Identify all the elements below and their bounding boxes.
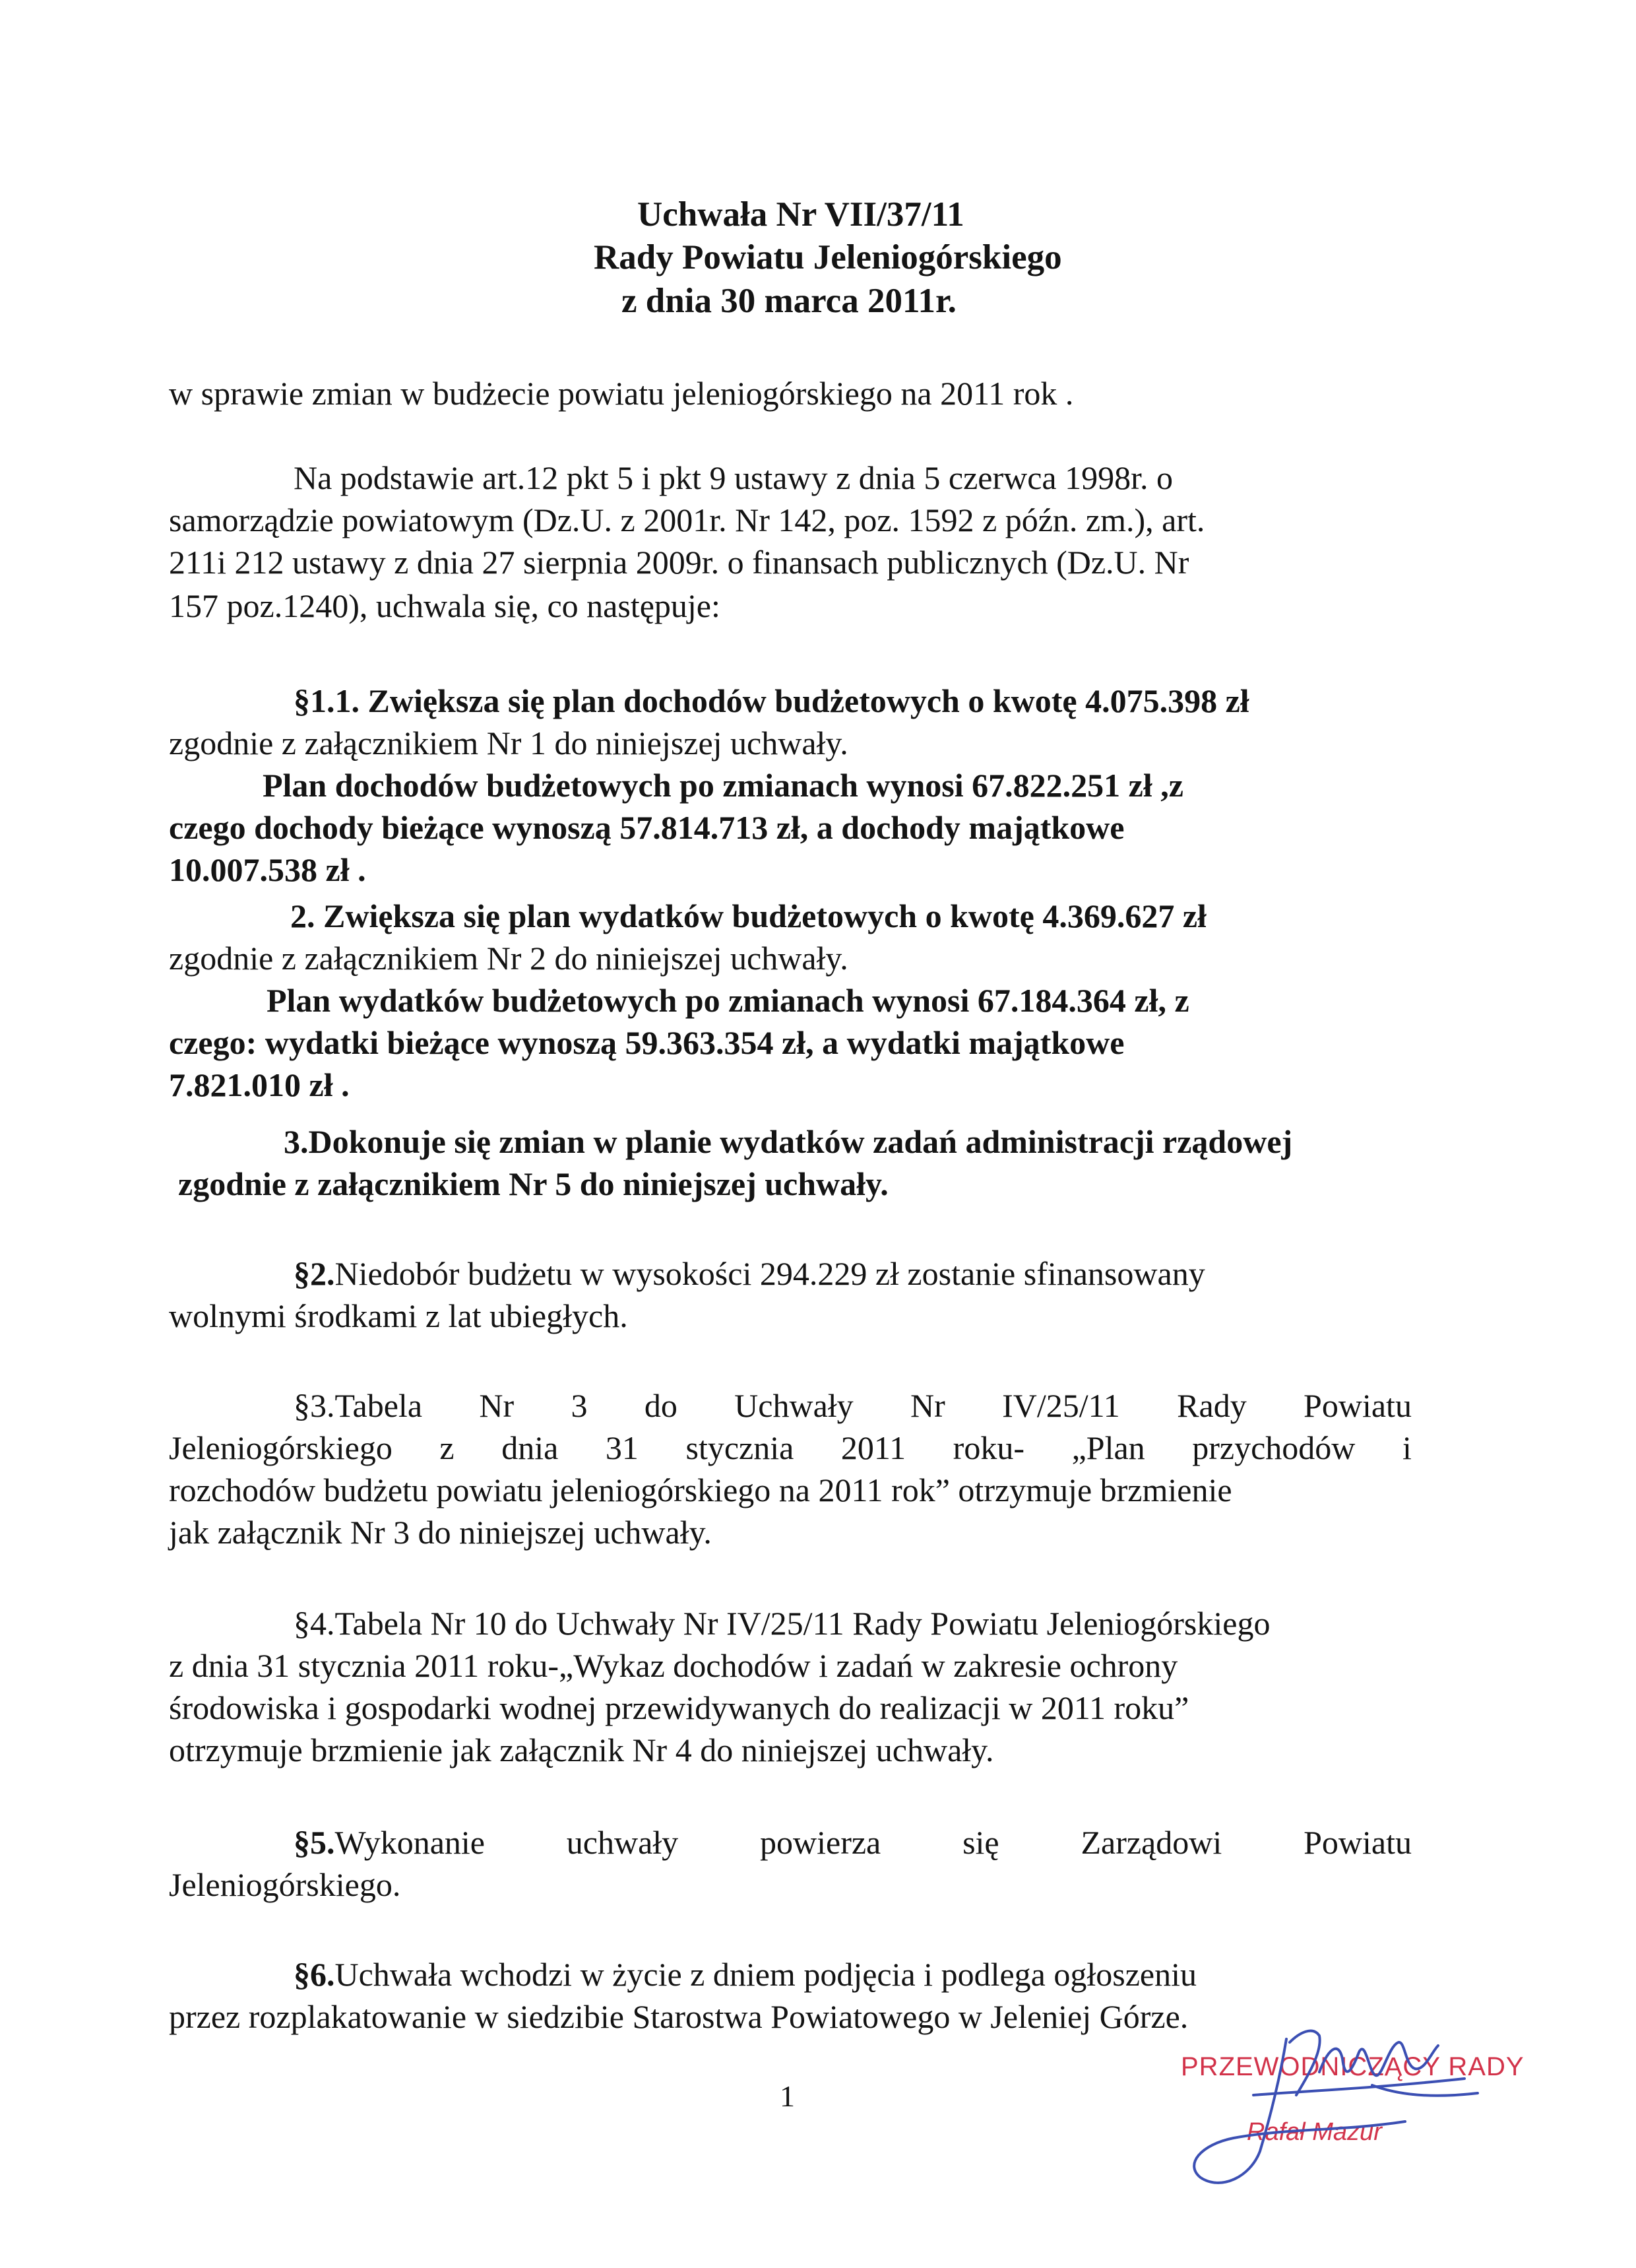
word: Uchwały (734, 1387, 854, 1424)
page-number: 1 (780, 2079, 795, 2113)
word: „Plan (1071, 1429, 1145, 1466)
word: do (644, 1387, 677, 1424)
word: przychodów (1192, 1429, 1356, 1466)
preamble-line: samorządzie powiatowym (Dz.U. z 2001r. Nr 142, poz. 1592 z późn. zm.), art. (169, 502, 1205, 538)
word: Zarządowi (1081, 1824, 1222, 1861)
section-3-line: jak załącznik Nr 3 do niniejszej uchwały. (169, 1514, 712, 1551)
section-1-point-3: zgodnie z załącznikiem Nr 5 do niniejszej uchwały. (178, 1165, 889, 1202)
resolution-number: Uchwała Nr VII/37/11 (637, 195, 964, 234)
section-3-line: rozchodów budżetu powiatu jeleniogórskiego na 2011 rok” otrzymuje brzmienie (169, 1472, 1232, 1508)
revenue-plan-line: czego dochody bieżące wynoszą 57.814.713 zł, a dochody majątkowe (169, 809, 1125, 846)
section-mark: §5. (294, 1824, 335, 1861)
section-6-line: przez rozplakatowanie w siedzibie Starostwa Powiatowego w Jeleniej Górze. (169, 1998, 1189, 2035)
expenditure-plan-line: czego: wydatki bieżące wynoszą 59.363.354 zł, a wydatki majątkowe (169, 1024, 1125, 1061)
section-3-line (294, 1386, 1412, 1425)
preamble-line: Na podstawie art.12 pkt 5 i pkt 9 ustawy z dnia 5 czerwca 1998r. o (294, 459, 1173, 496)
stamp-name: Rafał Mazur (1247, 2118, 1382, 2146)
word: z (439, 1429, 455, 1466)
section-1-point-2-text: zgodnie z załącznikiem Nr 2 do niniejszej uchwały. (169, 940, 848, 977)
section-1-point-3: 3.Dokonuje się zmian w planie wydatków zadań administracji rządowej (284, 1123, 1293, 1160)
expenditure-plan-line: Plan wydatków budżetowych po zmianach wynosi 67.184.364 zł, z (267, 982, 1189, 1019)
section-2-line: wolnymi środkami z lat ubiegłych. (169, 1297, 628, 1334)
section-mark: §2. (294, 1255, 335, 1292)
section-1-point-1-text: zgodnie z załącznikiem Nr 1 do niniejszej uchwały. (169, 725, 848, 761)
word: Rady (1177, 1387, 1247, 1424)
section-6-line (294, 1955, 1197, 1994)
section-2-line (294, 1254, 1205, 1293)
section-4-line: §4.Tabela Nr 10 do Uchwały Nr IV/25/11 Rady Powiatu Jeleniogórskiego (294, 1605, 1271, 1642)
word: Wykonanie (334, 1824, 485, 1861)
revenue-plan-line: Plan dochodów budżetowych po zmianach wynosi 67.822.251 zł ,z (263, 767, 1183, 804)
section-5-line (294, 1823, 1412, 1862)
section-3-line (169, 1428, 1412, 1468)
section-2-text: Niedobór budżetu w wysokości 294.229 zł zostanie sfinansowany (334, 1255, 1205, 1292)
handwritten-signature (1121, 1980, 1517, 2204)
section-6-text: Uchwała wchodzi w życie z dniem podjęcia i podlega ogłoszeniu (334, 1956, 1197, 1993)
word: Powiatu (1304, 1824, 1412, 1861)
resolution-date: z dnia 30 marca 2011r. (621, 282, 957, 320)
word: Powiatu (1304, 1387, 1412, 1424)
word: stycznia (685, 1429, 794, 1466)
word: IV/25/11 (1002, 1387, 1120, 1424)
word: 2011 (840, 1429, 906, 1466)
section-1-point-2-heading: 2. Zwiększa się plan wydatków budżetowych o kwotę 4.369.627 zł (290, 897, 1207, 934)
section-1-point-1-heading: §1.1. Zwiększa się plan dochodów budżetowych o kwotę 4.075.398 zł (294, 682, 1249, 719)
word: Jeleniogórskiego (169, 1429, 393, 1466)
word: i (1402, 1429, 1412, 1466)
word: 31 (605, 1429, 639, 1466)
word: powierza (760, 1824, 881, 1861)
word: uchwały (566, 1824, 679, 1861)
revenue-plan-line: 10.007.538 zł . (169, 851, 366, 888)
council-name: Rady Powiatu Jeleniogórskiego (594, 238, 1062, 276)
word: roku- (953, 1429, 1024, 1466)
section-4-line: otrzymuje brzmienie jak załącznik Nr 4 do niniejszej uchwały. (169, 1732, 994, 1768)
preamble-line: 157 poz.1240), uchwala się, co następuje: (169, 587, 720, 624)
section-5-line: Jeleniogórskiego. (169, 1866, 401, 1903)
word: dnia (501, 1429, 559, 1466)
word: Nr (479, 1387, 515, 1424)
word (294, 1823, 485, 1862)
stamp-title: PRZEWODNICZĄCY RADY (1181, 2052, 1525, 2081)
word: Nr (910, 1387, 945, 1424)
section-4-line: środowiska i gospodarki wodnej przewidywanych do realizacji w 2011 roku” (169, 1689, 1189, 1726)
section-4-line: z dnia 31 stycznia 2011 roku-„Wykaz dochodów i zadań w zakresie ochrony (169, 1647, 1178, 1684)
resolution-subject: w sprawie zmian w budżecie powiatu jeleniogórskiego na 2011 rok . (169, 375, 1074, 412)
word: 3 (571, 1387, 588, 1424)
section-mark: §6. (294, 1956, 335, 1993)
preamble-line: 211i 212 ustawy z dnia 27 sierpnia 2009r. o finansach publicznych (Dz.U. Nr (169, 544, 1189, 581)
word: się (962, 1824, 999, 1861)
word: §3.Tabela (294, 1387, 423, 1424)
expenditure-plan-line: 7.821.010 zł . (169, 1066, 350, 1103)
